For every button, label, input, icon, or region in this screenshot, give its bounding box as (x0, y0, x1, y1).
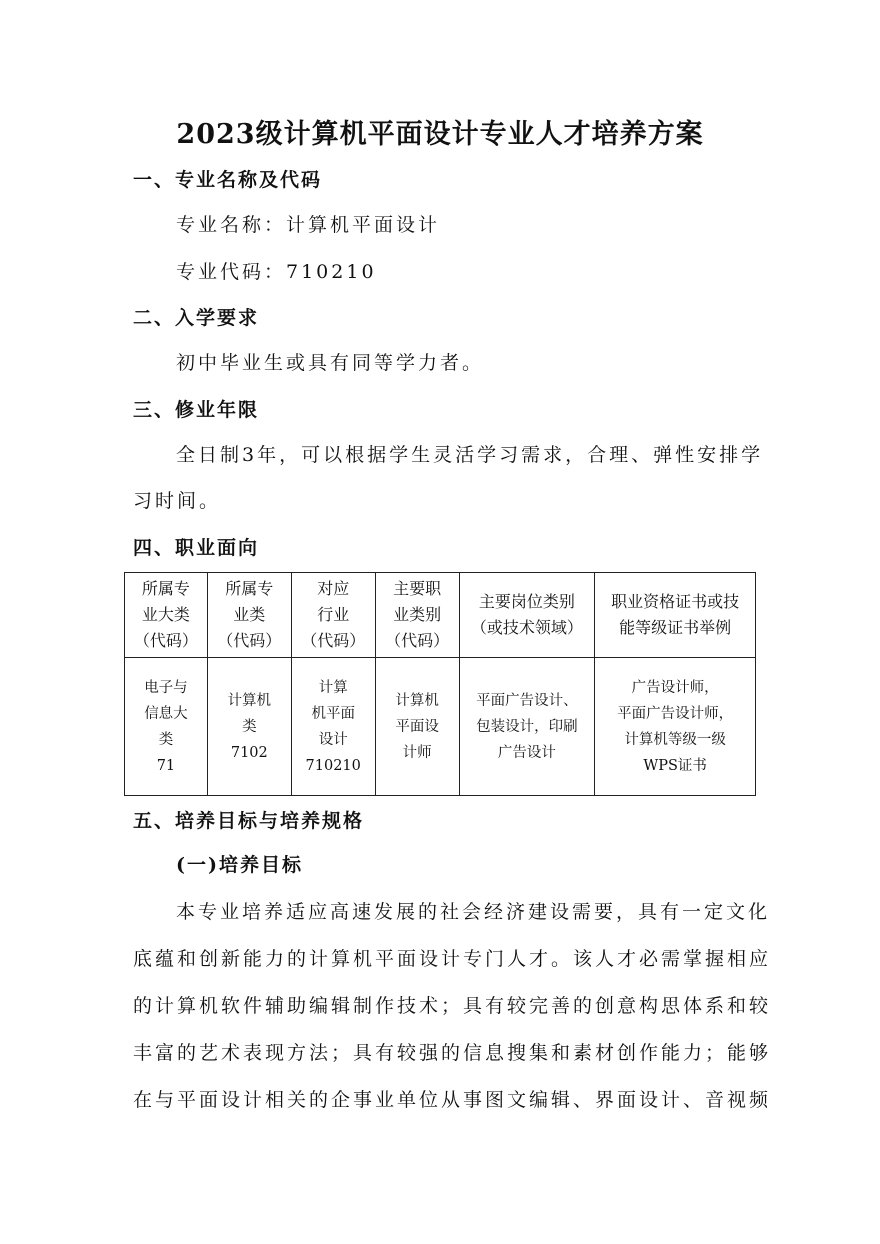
section-heading-5: 五、培养目标与培养规格 (133, 810, 365, 832)
major-name-line: 专业名称：计算机平面设计 (176, 214, 441, 236)
goals-line: 本专业培养适应高速发展的社会经济建设需要，具有一定文化 (176, 901, 771, 923)
major-code-line: 专业代码：710210 (176, 261, 377, 283)
table-header-row (125, 573, 756, 658)
duration-line-2: 习时间。 (133, 490, 222, 512)
section-heading-3: 三、修业年限 (133, 399, 260, 421)
section-heading-2: 二、入学要求 (133, 307, 260, 329)
cell-major-category: 电子与 信息大 类 71 (125, 658, 208, 796)
cell-industry: 计算 机平面 设计 710210 (291, 658, 375, 796)
cell-positions: 平面广告设计、 包装设计，印刷 广告设计 (459, 658, 595, 796)
header-industry: 对应 行业 （代码） (291, 573, 375, 658)
subsection-heading-goals: (一)培养目标 (176, 854, 303, 876)
header-major-class: 所属专 业类 （代码） (207, 573, 291, 658)
table-row (125, 658, 756, 796)
header-positions: 主要岗位类别 （或技术领域） (459, 573, 595, 658)
header-certificates: 职业资格证书或技 能等级证书举例 (595, 573, 756, 658)
admission-text: 初中毕业生或具有同等学力者。 (176, 352, 485, 374)
cell-occupation: 计算机 平面设 计师 (375, 658, 459, 796)
section-heading-1: 一、专业名称及代码 (133, 169, 323, 191)
goals-line: 底蕴和创新能力的计算机平面设计专门人才。该人才必需掌握相应 (133, 948, 772, 970)
header-major-category: 所属专 业大类 （代码） (125, 573, 208, 658)
goals-line: 在与平面设计相关的企事业单位从事图文编辑、界面设计、音视频 (133, 1089, 772, 1111)
cell-major-class: 计算机 类 7102 (207, 658, 291, 796)
goals-line: 丰富的艺术表现方法；具有较强的信息搜集和素材创作能力；能够 (133, 1042, 772, 1064)
cell-certificates: 广告设计师， 平面广告设计师， 计算机等级一级 WPS证书 (595, 658, 756, 796)
header-occupation: 主要职 业类别 （代码） (375, 573, 459, 658)
duration-line-1: 全日制3年，可以根据学生灵活学习需求，合理、弹性安排学 (176, 444, 764, 466)
section-heading-4: 四、职业面向 (133, 537, 260, 559)
document-title: 2023级计算机平面设计专业人才培养方案 (176, 119, 704, 150)
occupation-table (124, 572, 756, 796)
goals-line: 的计算机软件辅助编辑制作技术；具有较完善的创意构思体系和较 (133, 995, 772, 1017)
